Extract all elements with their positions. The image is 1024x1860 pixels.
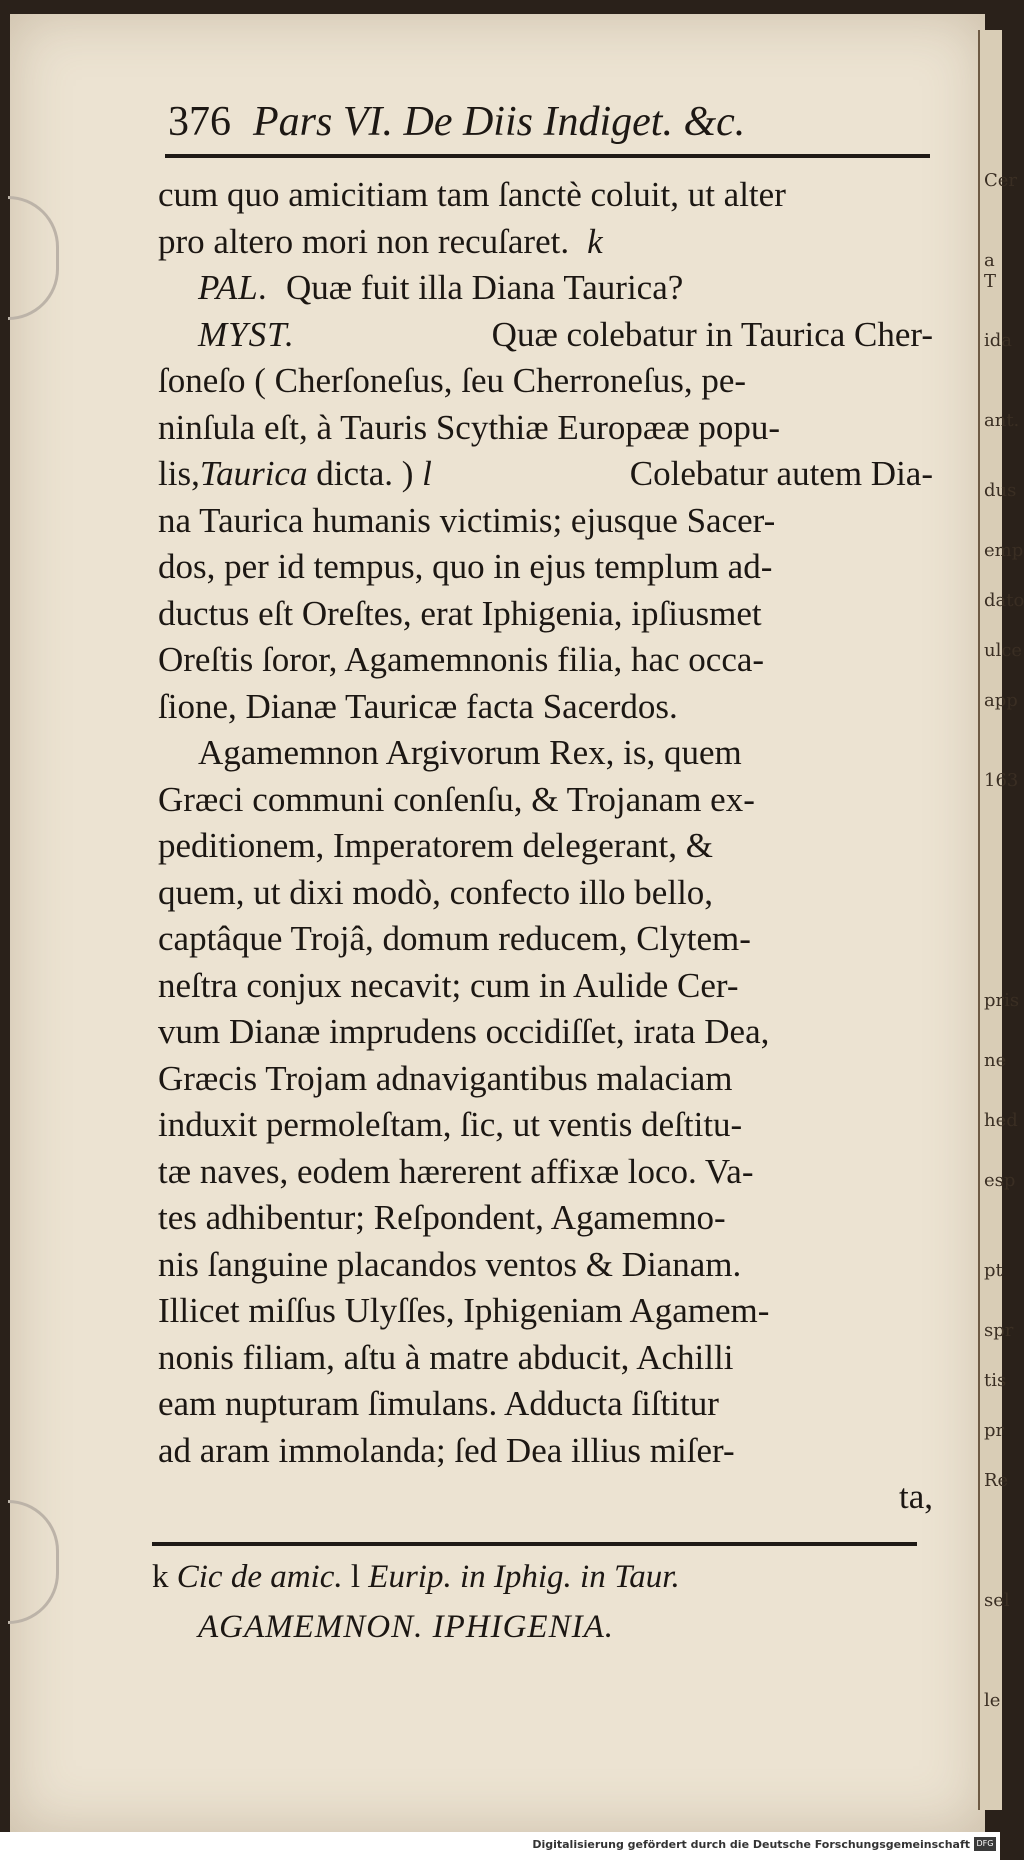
next-page-fragment: ida [984,330,1013,351]
next-page-fragment: app [984,690,1018,711]
text-line: ſione, Dianæ Tauricæ facta Sacerdos. [158,686,678,726]
next-page-fragment: hed [984,1110,1018,1131]
footnote-ref-k: k [587,221,603,261]
footnotes [152,1552,922,1652]
text-line: lis,Taurica dicta. ) l Colebatur autem Dia- [158,454,933,493]
footnote-line [152,1552,922,1602]
text-line: nis ſanguine placandos ventos & Dianam. [158,1244,742,1284]
text-line: eam nupturam ſimulans. Adducta ſiſtitur [158,1384,719,1423]
next-page-fragment: dus [984,480,1017,501]
header-rule [165,154,930,158]
page-number: 376 [168,99,231,145]
next-page-fragment: a T [984,250,997,292]
next-page-fragment: pris [984,990,1020,1011]
text-line: dos, per id tempus, quo in ejus templum ad- [158,547,773,586]
next-page-fragment: ant. [984,410,1020,431]
next-page-fragment: spr [984,1320,1014,1341]
footnote-k-mark: k [152,1559,169,1595]
running-header [168,98,928,150]
footnote-l-text: Eurip. in Iphig. in Taur. [368,1559,680,1595]
text-line: Græci communi conſenſu, & Trojanam ex- [158,779,755,819]
speaker-myst: MYST. [198,314,295,354]
text-line: cum quo amicitiam tam ſanctè coluit, ut alter [158,175,786,214]
text-line: PAL. Quæ fuit illa Diana Taurica? [158,265,933,312]
text-line: neſtra conjux necavit; cum in Aulide Cer- [158,965,739,1005]
next-page-fragment: ne [984,1050,1007,1071]
text-line: vum Dianæ imprudens occidiſſet, irata Dea, [158,1012,770,1051]
text-line: Oreſtis ſoror, Agamemnonis filia, hac occa- [158,640,765,679]
dfg-logo: DFG [974,1837,996,1851]
next-page-fragment: Cer [984,170,1018,191]
text-line: MYST. Quæ colebatur in Taurica Cher- [158,312,933,359]
next-page-fragment: emp [984,540,1024,561]
next-page-fragment: 163 [984,770,1019,791]
next-page-fragment: sel [984,1590,1010,1611]
text-line: pro altero mori non recuſaret. k [158,219,933,266]
illustration-caption: AGAMEMNON. IPHIGENIA. [198,1609,615,1645]
text-line: induxit permoleſtam, ſic, ut ventis deſtitu- [158,1105,743,1144]
footnote-ref-l: l [422,454,432,493]
next-page-fragment: dato [984,590,1024,611]
text-line: Illicet miſſus Ulyſſes, Iphigeniam Agamem- [158,1291,770,1330]
speaker-pal: PAL. [198,268,269,307]
next-page-fragment: Re [984,1470,1009,1491]
text-line: ſoneſo ( Cherſoneſus, ſeu Cherroneſus, pe- [158,361,747,400]
text-line: nonis filiam, aſtu à matre abducit, Achilli [158,1337,734,1377]
text-line: ad aram immolanda; ſed Dea illius miſer- [158,1430,735,1470]
text-line: peditionem, Imperatorem delegerant, & [158,826,713,865]
text-line: tæ naves, eodem hærerent affixæ loco. Va- [158,1151,754,1191]
text-line: ductus eſt Oreſtes, erat Iphigenia, ipſiusmet [158,593,762,633]
adjacent-page-edge [978,30,1024,1810]
text-line: quem, ut dixi modò, confecto illo bello, [158,872,714,912]
next-page-fragment: pr [984,1420,1005,1441]
text-line: captâque Trojâ, domum reducem, Clytem- [158,919,751,958]
text-line: tes adhibentur; Reſpondent, Agamemno- [158,1198,726,1237]
text-line: ninſula eſt, à Tauris Scythiæ Europææ popu- [158,407,780,447]
footnote-k-text: Cic de amic. [176,1559,343,1595]
digitization-footer [0,1832,1000,1860]
funding-credit: Digitalisierung gefördert durch die Deutsche Forschungsgemeinschaft [532,1838,970,1851]
next-page-fragment: le [984,1690,1001,1711]
catchword: ta, [898,1477,933,1516]
footnote-rule [152,1542,917,1546]
text-line: Græcis Trojam adnavigantibus malaciam [158,1058,733,1098]
next-page-fragment: esp [984,1170,1016,1191]
next-page-fragment: ulce [984,640,1023,661]
body-text [158,172,933,1521]
text-line: na Taurica humanis victimis; ejusque Sacer- [158,500,776,540]
next-page-fragment: tis [984,1370,1007,1391]
text-line: Agamemnon Argivorum Rex, is, quem [198,733,742,772]
running-title: Pars VI. De Diis Indiget. &c. [253,99,746,145]
footnote-l-mark: l [350,1559,361,1595]
next-page-fragment: pt [984,1260,1003,1281]
